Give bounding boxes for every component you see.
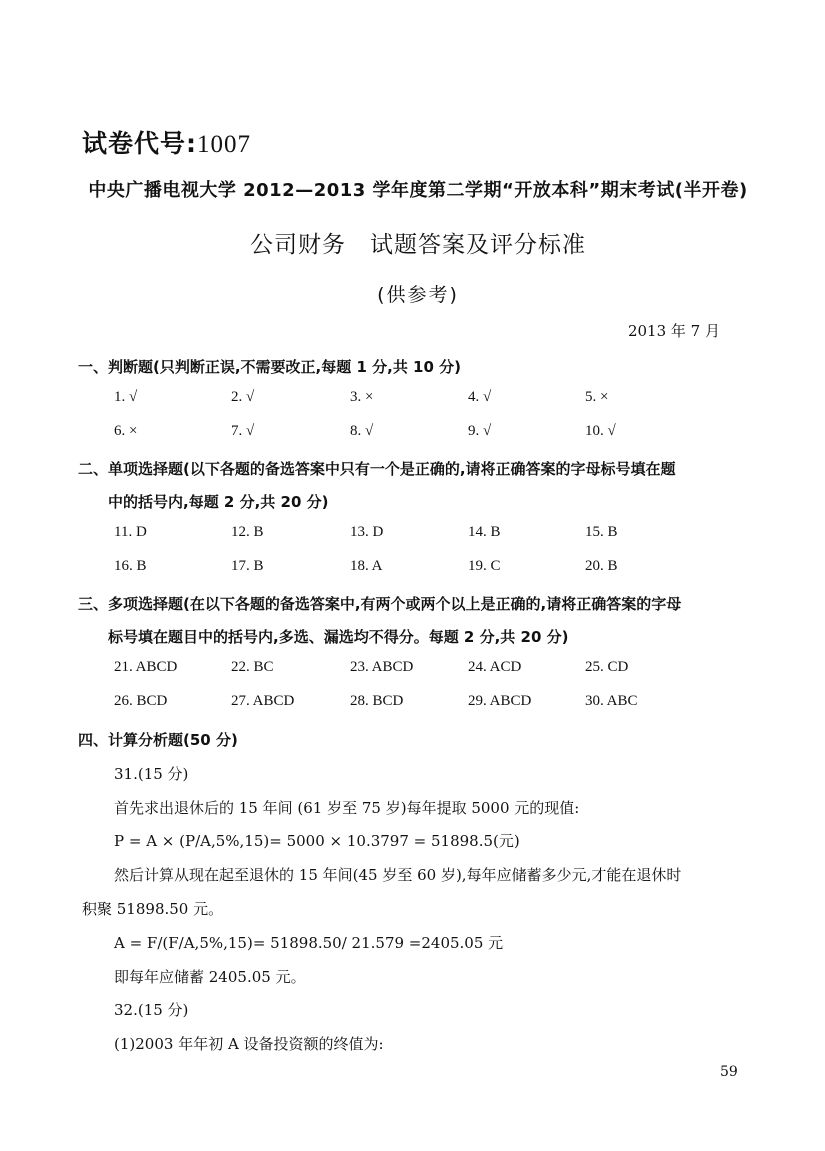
answer-item: 2. √ — [231, 389, 255, 405]
answer-item: 5. × — [585, 389, 609, 405]
solution-line: 然后计算从现在起至退休的 15 年间(45 岁至 60 岁),每年应储蓄多少元,才能在退休时 — [114, 866, 682, 884]
answer-item: 23. ABCD — [350, 659, 414, 675]
answer-item: 11. D — [114, 524, 147, 540]
answer-item: 22. BC — [231, 659, 274, 675]
paper-code-label: 试卷代号 — [82, 129, 187, 158]
answer-item: 18. A — [350, 558, 383, 574]
formula-line: A = F/(F/A,5%,15)= 51898.50/ 21.579 =2405.05 元 — [114, 934, 504, 952]
reference-note: (供参考) — [377, 284, 459, 306]
exam-date: 2013 年 7 月 — [627, 322, 720, 340]
answer-item: 7. √ — [231, 423, 255, 439]
answer-item: 9. √ — [468, 423, 492, 439]
answer-item: 29. ABCD — [468, 693, 532, 709]
answer-item: 3. × — [350, 389, 374, 405]
answer-item: 21. ABCD — [114, 659, 178, 675]
answer-item: 1. √ — [114, 389, 138, 405]
paper-code — [82, 124, 251, 160]
answer-item: 19. C — [468, 558, 501, 574]
section-1-title: 一、判断题(只判断正误,不需要改正,每题 1 分,共 10 分) — [78, 358, 462, 376]
question-31-header: 31.(15 分) — [114, 765, 189, 783]
answer-item: 16. B — [114, 558, 147, 574]
section-3-title-cont: 标号填在题目中的括号内,多选、漏选均不得分。每题 2 分,共 20 分) — [108, 628, 569, 646]
answer-item: 4. √ — [468, 389, 492, 405]
answer-item: 26. BCD — [114, 693, 168, 709]
question-32-header: 32.(15 分) — [114, 1001, 189, 1019]
solution-line: 积聚 51898.50 元。 — [82, 900, 224, 918]
answer-item: 27. ABCD — [231, 693, 295, 709]
answer-item: 30. ABC — [585, 693, 638, 709]
paper-code-separator: : — [186, 129, 198, 158]
answer-item: 15. B — [585, 524, 618, 540]
section-3-title: 三、多项选择题(在以下各题的备选答案中,有两个或两个以上是正确的,请将正确答案的字母 — [78, 595, 682, 613]
answer-item: 12. B — [231, 524, 264, 540]
answer-item: 28. BCD — [350, 693, 404, 709]
section-4-title: 四、计算分析题(50 分) — [78, 731, 238, 749]
section-2-title: 二、单项选择题(以下各题的备选答案中只有一个是正确的,请将正确答案的字母标号填在题 — [78, 460, 676, 478]
solution-line: (1)2003 年年初 A 设备投资额的终值为: — [114, 1035, 384, 1053]
exam-title: 中央广播电视大学 2012—2013 学年度第二学期“开放本科”期末考试(半开卷) — [88, 180, 748, 201]
answer-item: 14. B — [468, 524, 501, 540]
paper-code-number: 1007 — [197, 131, 252, 158]
answer-item: 13. D — [350, 524, 384, 540]
answer-item: 25. CD — [585, 659, 629, 675]
subject-title: 公司财务 试题答案及评分标准 — [250, 232, 586, 258]
answer-item: 6. × — [114, 423, 138, 439]
answer-item: 20. B — [585, 558, 618, 574]
solution-line: 即每年应储蓄 2405.05 元。 — [114, 968, 306, 986]
page-number: 59 — [720, 1064, 738, 1080]
section-2-title-cont: 中的括号内,每题 2 分,共 20 分) — [108, 493, 329, 511]
solution-line: 首先求出退休后的 15 年间 (61 岁至 75 岁)每年提取 5000 元的现值: — [114, 799, 580, 817]
formula-line: P = A × (P/A,5%,15)= 5000 × 10.3797 = 51898.5(元) — [114, 832, 520, 850]
answer-item: 17. B — [231, 558, 264, 574]
answer-item: 10. √ — [585, 423, 616, 439]
answer-item: 8. √ — [350, 423, 374, 439]
answer-item: 24. ACD — [468, 659, 522, 675]
